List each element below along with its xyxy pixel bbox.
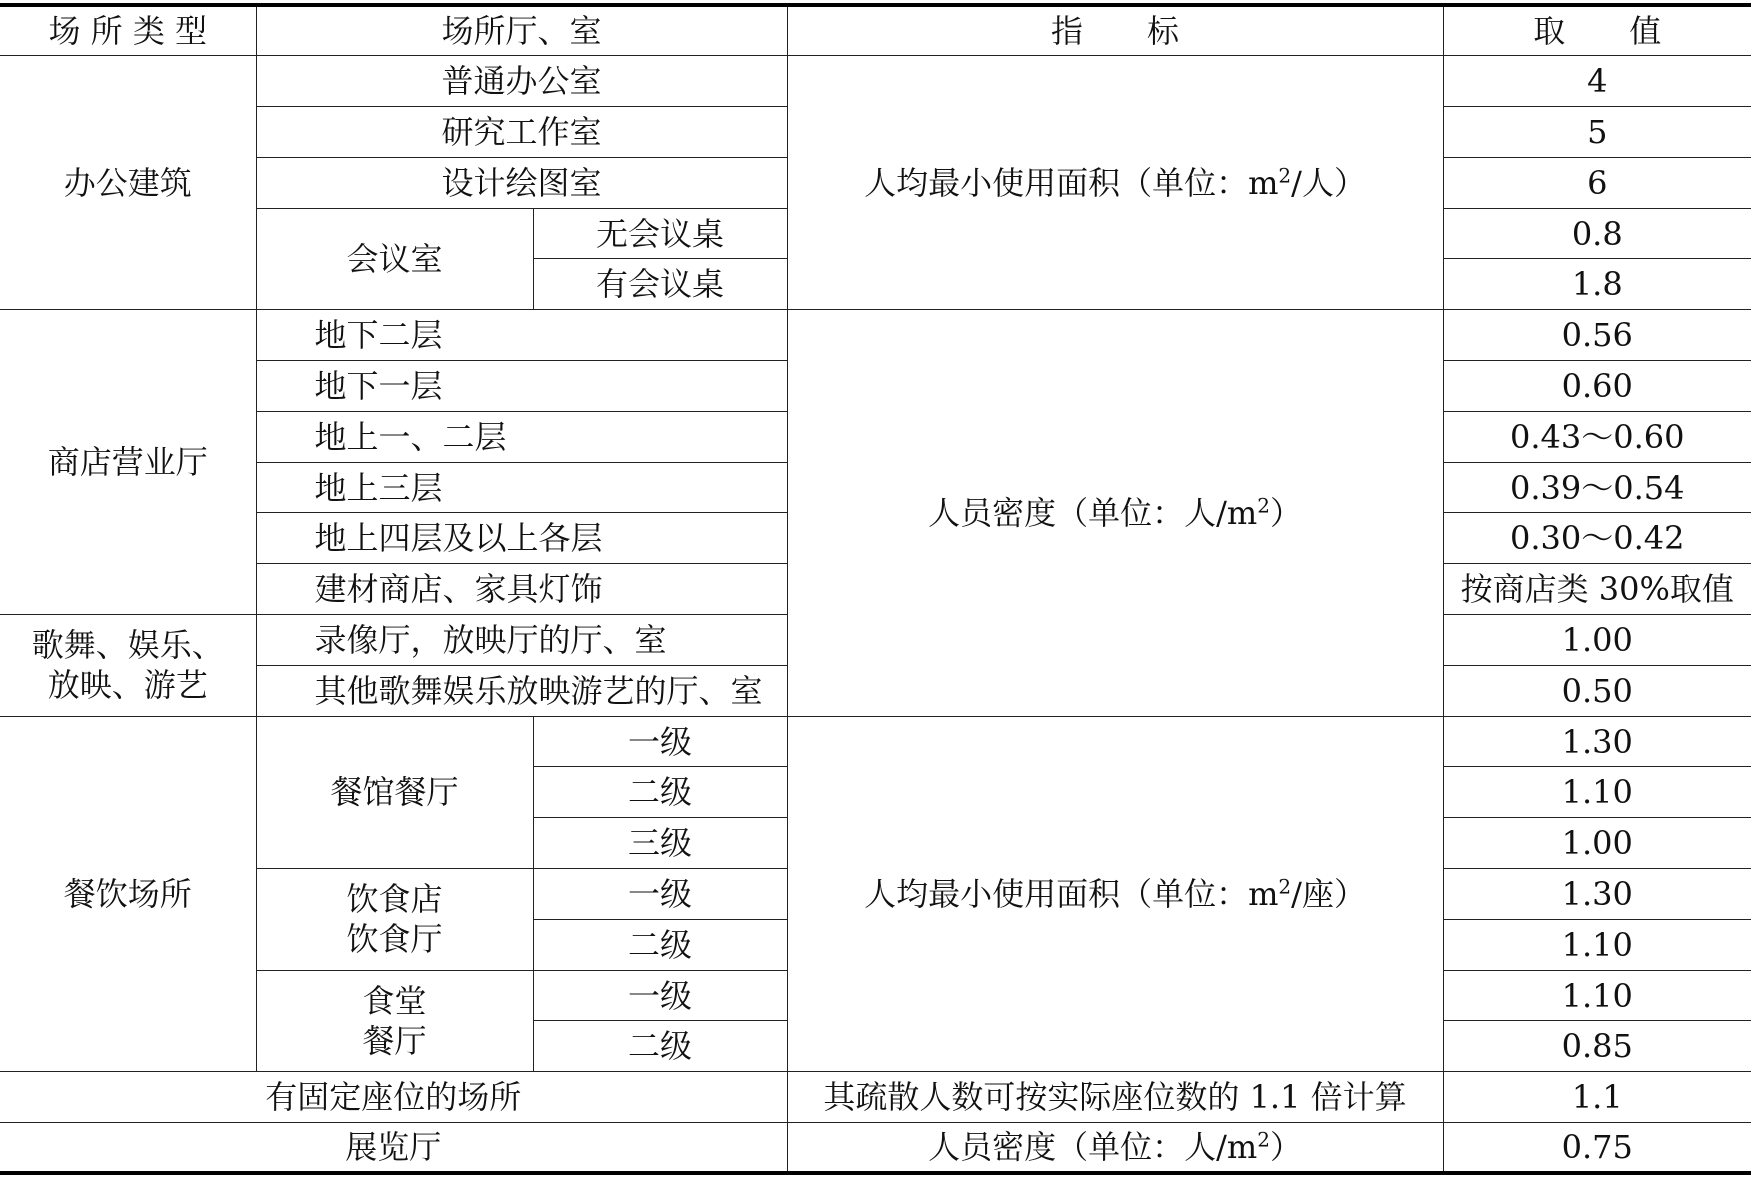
- table-row: [0, 1072, 1751, 1123]
- group-shop: 商店营业厅: [0, 310, 256, 615]
- occupancy-table: [0, 3, 1751, 1175]
- room-shop-building-materials: 建材商店、家具灯饰: [256, 564, 787, 615]
- value-cell: 1.00: [1443, 615, 1751, 666]
- group-office: 办公建筑: [0, 56, 256, 310]
- indicator-exhibit: 人员密度（单位：人$/m^2$）: [787, 1123, 1443, 1174]
- header-room: 场所厅、室: [256, 5, 787, 56]
- room-shop-b1: 地下一层: [256, 361, 787, 412]
- subgroup-meeting: 会议室: [256, 208, 533, 310]
- value-cell: 1.10: [1443, 767, 1751, 818]
- value-cell: 0.56: [1443, 310, 1751, 361]
- room-shop-f4plus: 地上四层及以上各层: [256, 513, 787, 564]
- room-ent-other: 其他歌舞娱乐放映游艺的厅、室: [256, 665, 787, 716]
- subgroup-canteen: [256, 970, 533, 1072]
- value-cell: 1.8: [1443, 259, 1751, 310]
- table-row: [0, 56, 1751, 107]
- header-index: 指 标: [787, 5, 1443, 56]
- room-meeting-no-table: 无会议桌: [533, 208, 787, 259]
- indicator-dining: 人均最小使用面积（单位：$m^2/$座）: [787, 716, 1443, 1072]
- subgroup-canteen-line2: 餐厅: [362, 1021, 427, 1060]
- room-shop-f1-2: 地上一、二层: [256, 411, 787, 462]
- group-dining: 餐饮场所: [0, 716, 256, 1072]
- group-fixed-seats: 有固定座位的场所: [0, 1072, 787, 1123]
- room-restaurant-l1: 一级: [533, 716, 787, 767]
- room-ent-video: 录像厅，放映厅的厅、室: [256, 615, 787, 666]
- value-cell: 0.43～0.60: [1443, 411, 1751, 462]
- table-row: [0, 310, 1751, 361]
- group-entertainment: [0, 615, 256, 717]
- room-restaurant-l2: 二级: [533, 767, 787, 818]
- group-exhibit: 展览厅: [0, 1123, 787, 1174]
- table-row: [0, 716, 1751, 767]
- value-cell: 0.8: [1443, 208, 1751, 259]
- indicator-office: 人均最小使用面积（单位：$m^2/$人）: [787, 56, 1443, 310]
- header-value: 取 值: [1443, 5, 1751, 56]
- room-shop-b2: 地下二层: [256, 310, 787, 361]
- group-entertainment-line2: 放映、游艺: [47, 666, 208, 705]
- value-cell: 0.60: [1443, 361, 1751, 412]
- value-cell: 4: [1443, 56, 1751, 107]
- value-cell: 6: [1443, 157, 1751, 208]
- value-cell: 0.85: [1443, 1021, 1751, 1072]
- room-office-general: 普通办公室: [256, 56, 787, 107]
- value-cell: 按商店类 30%取值: [1443, 564, 1751, 615]
- subgroup-restaurant: 餐馆餐厅: [256, 716, 533, 868]
- header-type: 场 所 类 型: [0, 5, 256, 56]
- value-cell: 0.39～0.54: [1443, 462, 1751, 513]
- room-restaurant-l3: 三级: [533, 818, 787, 869]
- table-row: [0, 1123, 1751, 1174]
- value-cell: 1.00: [1443, 818, 1751, 869]
- subgroup-snack-line2: 饮食厅: [346, 920, 443, 959]
- value-cell: 1.1: [1443, 1072, 1751, 1123]
- room-snack-l2: 二级: [533, 919, 787, 970]
- value-cell: 1.10: [1443, 970, 1751, 1021]
- indicator-fixed-seats: 其疏散人数可按实际座位数的 1.1 倍计算: [787, 1072, 1443, 1123]
- value-cell: 1.30: [1443, 869, 1751, 920]
- subgroup-snack: [256, 869, 533, 971]
- room-snack-l1: 一级: [533, 869, 787, 920]
- subgroup-canteen-line1: 食堂: [362, 981, 427, 1020]
- value-cell: 1.10: [1443, 919, 1751, 970]
- room-meeting-with-table: 有会议桌: [533, 259, 787, 310]
- table-header-row: [0, 5, 1751, 56]
- room-office-design: 设计绘图室: [256, 157, 787, 208]
- group-entertainment-line1: 歌舞、娱乐、: [31, 626, 224, 665]
- value-cell: 1.30: [1443, 716, 1751, 767]
- room-office-research: 研究工作室: [256, 107, 787, 158]
- room-shop-f3: 地上三层: [256, 462, 787, 513]
- value-cell: 0.50: [1443, 665, 1751, 716]
- room-canteen-l1: 一级: [533, 970, 787, 1021]
- subgroup-snack-line1: 饮食店: [346, 880, 443, 919]
- room-canteen-l2: 二级: [533, 1021, 787, 1072]
- value-cell: 0.30～0.42: [1443, 513, 1751, 564]
- value-cell: 0.75: [1443, 1123, 1751, 1174]
- indicator-density: 人员密度（单位：人$/m^2$）: [787, 310, 1443, 716]
- value-cell: 5: [1443, 107, 1751, 158]
